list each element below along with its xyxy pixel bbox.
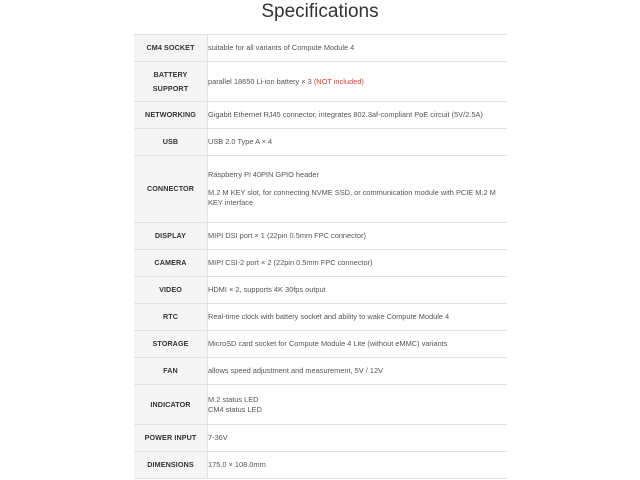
spec-label: CAMERA <box>134 250 208 277</box>
spec-label <box>134 62 208 102</box>
spec-value: suitable for all variants of Compute Module 4 <box>208 35 508 62</box>
spec-label: RTC <box>134 304 208 331</box>
spec-label: INDICATOR <box>134 385 208 425</box>
spec-row-storage <box>134 331 507 358</box>
spec-row-networking <box>134 102 507 129</box>
spec-value: Real-time clock with battery socket and ability to wake Compute Module 4 <box>208 304 508 331</box>
spec-row-camera <box>134 250 507 277</box>
spec-row-rtc <box>134 304 507 331</box>
spec-label-line: SUPPORT <box>152 83 189 93</box>
spec-value: 175.0 × 108.0mm <box>208 452 508 479</box>
spec-row-connector <box>134 156 507 223</box>
spec-value-line: M.2 status LED <box>208 394 259 404</box>
spec-row-battery-support <box>134 62 507 102</box>
page-title: Specifications <box>261 1 379 22</box>
not-included-note: (NOT included) <box>313 76 364 86</box>
spec-value-line: M.2 M KEY slot, for connecting NVME SSD, or communication module with PCIE M.2 M KEY interface <box>208 188 496 207</box>
spec-row-video <box>134 277 507 304</box>
spec-label: VIDEO <box>134 277 208 304</box>
spec-value-line: Raspberry Pi 40PIN GPIO header <box>208 170 319 179</box>
spec-value <box>208 156 508 223</box>
spec-value-text: parallel 18650 Li-ion battery × 3 <box>208 76 312 86</box>
spec-label-line: BATTERY <box>153 69 188 79</box>
spec-value <box>208 385 508 425</box>
spec-value: HDMI × 2, supports 4K 30fps output <box>208 277 508 304</box>
spec-row-display <box>134 223 507 250</box>
spec-label: DIMENSIONS <box>134 452 208 479</box>
specifications-table <box>134 34 507 479</box>
spec-row-usb <box>134 129 507 156</box>
spec-value: MIPI DSI port × 1 (22pin 0.5mm FPC connector) <box>208 223 508 250</box>
spec-value-line: CM4 status LED <box>208 404 262 414</box>
spec-row-indicator <box>134 385 507 425</box>
spec-label: FAN <box>134 358 208 385</box>
spec-value: MIPI CSI-2 port × 2 (22pin 0.5mm FPC connector) <box>208 250 508 277</box>
spec-value: USB 2.0 Type A × 4 <box>208 129 508 156</box>
spec-value <box>208 62 508 102</box>
spec-label: DISPLAY <box>134 223 208 250</box>
spec-row-dimensions <box>134 452 507 479</box>
spec-row-power-input <box>134 425 507 452</box>
spec-value: MicroSD card socket for Compute Module 4 Lite (without eMMC) variants <box>208 331 508 358</box>
line-gap <box>208 180 507 188</box>
spec-label: POWER INPUT <box>134 425 208 452</box>
spec-value: allows speed adjustment and measurement, 5V / 12V <box>208 358 508 385</box>
spec-label: NETWORKING <box>134 102 208 129</box>
spec-label: CONNECTOR <box>134 156 208 223</box>
spec-label: STORAGE <box>134 331 208 358</box>
spec-row-fan <box>134 358 507 385</box>
spec-label: USB <box>134 129 208 156</box>
spec-label: CM4 SOCKET <box>134 35 208 62</box>
spec-value: Gigabit Ethernet RJ45 connector, integrates 802.3af-compliant PoE circuit (5V/2.5A) <box>208 102 508 129</box>
spec-value: 7-36V <box>208 425 508 452</box>
spec-row-cm4-socket <box>134 35 507 62</box>
